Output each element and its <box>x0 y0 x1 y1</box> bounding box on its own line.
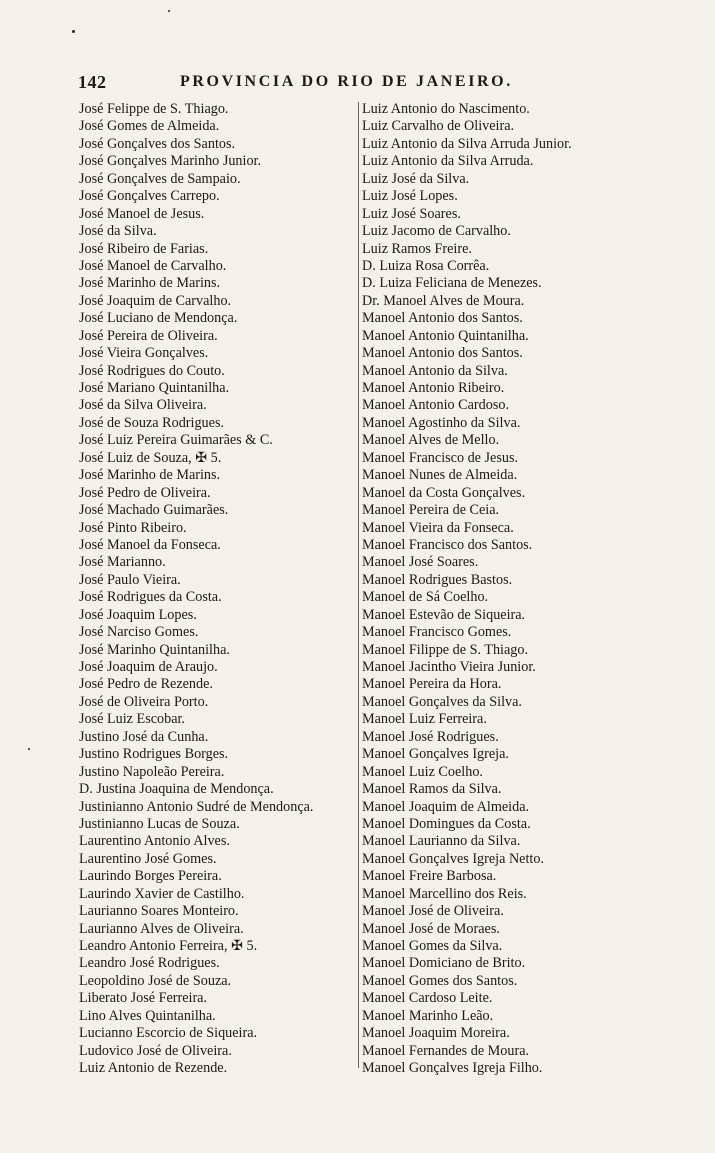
list-entry: José Gonçalves dos Santos. <box>79 135 236 152</box>
list-entry: José Ribeiro de Farias. <box>79 240 209 257</box>
list-entry: Manoel Antonio dos Santos. <box>362 310 523 327</box>
list-entry: José Pinto Ribeiro. <box>79 519 187 536</box>
list-entry: Manoel Joaquim de Almeida. <box>362 798 530 815</box>
list-entry: José Marinho de Marins. <box>79 275 221 292</box>
list-entry: Justinianno Lucas de Souza. <box>79 815 240 832</box>
list-entry: Luiz Antonio do Nascimento. <box>362 101 530 117</box>
list-entry: José Luiz Pereira Guimarães & C. <box>79 432 273 449</box>
list-entry: José Marianno. <box>79 554 166 571</box>
list-entry: Manoel da Costa Gonçalves. <box>362 484 526 501</box>
list-entry: José Pedro de Oliveira. <box>79 484 211 501</box>
ink-speck <box>28 748 30 750</box>
list-entry: Dr. Manoel Alves de Moura. <box>362 292 525 309</box>
list-entry: Luiz José Lopes. <box>362 188 458 205</box>
list-entry: Laurentino José Gomes. <box>79 850 217 867</box>
list-entry: José Joaquim de Carvalho. <box>79 292 232 309</box>
list-entry: Manoel Filippe de S. Thiago. <box>362 641 529 658</box>
list-entry: Manoel Marcellino dos Reis. <box>362 885 527 902</box>
list-entry: Manoel Antonio dos Santos. <box>362 345 523 362</box>
list-entry: José Gomes de Almeida. <box>79 118 220 135</box>
list-entry: Manoel Jacintho Vieira Junior. <box>362 659 536 675</box>
page-header <box>78 72 558 96</box>
list-entry: Manoel Gomes dos Santos. <box>362 972 518 989</box>
list-entry: José Paulo Vieira. <box>79 571 181 588</box>
list-entry: Manoel Gonçalves Igreja. <box>362 746 509 763</box>
list-entry: José Gonçalves Carrepo. <box>79 188 220 205</box>
list-entry: Leandro José Rodrigues. <box>79 955 220 972</box>
list-entry: Leandro Antonio Ferreira, ✠ 5. <box>79 938 258 954</box>
list-entry: Manoel Agostinho da Silva. <box>362 414 521 431</box>
list-entry: Manoel Rodrigues Bastos. <box>362 571 513 588</box>
column-divider <box>358 102 359 1068</box>
list-entry: Manoel Gonçalves Igreja Netto. <box>362 850 545 867</box>
list-entry: Manoel Vieira da Fonseca. <box>362 519 514 536</box>
list-entry: José Vieira Gonçalves. <box>79 345 209 362</box>
list-entry: Manoel de Sá Coelho. <box>362 589 489 606</box>
list-entry: Manoel Cardoso Leite. <box>362 990 493 1007</box>
list-entry: Manoel Fernandes de Moura. <box>362 1042 530 1059</box>
list-entry: José Machado Guimarães. <box>79 502 229 519</box>
list-entry: Manoel José de Moraes. <box>362 920 500 937</box>
name-list-right <box>362 101 662 1078</box>
list-entry: José da Silva Oliveira. <box>79 397 207 414</box>
list-entry: Luiz Carvalho de Oliveira. <box>362 118 515 135</box>
list-entry: Manoel Joaquim Moreira. <box>362 1025 510 1042</box>
list-entry: Manoel Estevão de Siqueira. <box>362 606 526 623</box>
list-entry: Luiz Ramos Freire. <box>362 240 472 257</box>
list-entry: José Luiz de Souza, ✠ 5. <box>79 449 222 466</box>
list-entry: Luiz Jacomo de Carvalho. <box>362 223 511 240</box>
list-entry: Manoel Antonio Ribeiro. <box>362 380 505 396</box>
list-entry: José Rodrigues da Costa. <box>79 589 222 606</box>
list-entry: Manoel Gomes da Silva. <box>362 938 503 954</box>
list-entry: Manoel Antonio Cardoso. <box>362 397 509 414</box>
list-entry: Justino Napoleão Pereira. <box>79 763 225 780</box>
list-entry: Luiz José da Silva. <box>362 170 470 187</box>
list-entry: José de Oliveira Porto. <box>79 693 209 710</box>
page-number: 142 <box>78 72 107 92</box>
list-entry: Luiz Antonio da Silva Arruda Junior. <box>362 135 572 152</box>
list-entry: Manoel Luiz Coelho. <box>362 763 483 780</box>
list-entry: José Manoel de Jesus. <box>79 205 205 222</box>
list-entry: Manoel Domiciano de Brito. <box>362 955 526 972</box>
ink-speck <box>72 30 75 33</box>
list-entry: José Joaquim de Araujo. <box>79 659 218 675</box>
list-entry: José Luiz Escobar. <box>79 711 185 728</box>
list-entry: José Felippe de S. Thiago. <box>79 101 229 117</box>
list-entry: Manoel Ramos da Silva. <box>362 781 502 798</box>
list-entry: Luiz Antonio da Silva Arruda. <box>362 153 534 170</box>
list-entry: Ludovico José de Oliveira. <box>79 1042 232 1059</box>
list-entry: Laurianno Soares Monteiro. <box>79 903 239 920</box>
list-entry: José Gonçalves de Sampaio. <box>79 170 241 187</box>
list-entry: José Marinho Quintanilha. <box>79 641 230 658</box>
list-entry: Laurindo Xavier de Castilho. <box>79 885 245 902</box>
list-entry: Laurianno Alves de Oliveira. <box>79 920 244 937</box>
list-entry: José Rodrigues do Couto. <box>79 362 225 379</box>
list-entry: Manoel Gonçalves Igreja Filho. <box>362 1060 543 1077</box>
list-entry: Manoel José Soares. <box>362 554 479 571</box>
list-entry: D. Luiza Rosa Corrêa. <box>362 257 490 274</box>
list-entry: Manoel Alves de Mello. <box>362 432 500 449</box>
list-entry: Manoel Francisco de Jesus. <box>362 449 519 466</box>
list-entry: Manoel José de Oliveira. <box>362 903 504 920</box>
list-entry: Laurindo Borges Pereira. <box>79 868 222 885</box>
list-entry: José Pereira de Oliveira. <box>79 327 218 344</box>
list-entry: Manoel Gonçalves da Silva. <box>362 693 522 710</box>
list-entry: Lino Alves Quintanilha. <box>79 1007 216 1024</box>
list-entry: Manoel Antonio Quintanilha. <box>362 327 529 344</box>
list-entry: Lucianno Escorcio de Siqueira. <box>79 1025 258 1042</box>
list-entry: Manoel Antonio da Silva. <box>362 362 508 379</box>
list-entry: Manoel Marinho Leão. <box>362 1007 494 1024</box>
list-entry: José Gonçalves Marinho Junior. <box>79 153 262 170</box>
list-entry: José Marinho de Marins. <box>79 467 221 484</box>
list-entry: Manoel Nunes de Almeida. <box>362 467 518 484</box>
list-entry: Manoel Francisco dos Santos. <box>362 536 533 553</box>
name-list-left <box>79 101 359 1078</box>
list-entry: Luiz José Soares. <box>362 205 461 222</box>
list-entry: José Joaquim Lopes. <box>79 606 197 623</box>
ink-speck <box>168 10 170 12</box>
list-entry: Justinianno Antonio Sudré de Mendonça. <box>79 798 314 815</box>
list-entry: Justino Rodrigues Borges. <box>79 746 229 763</box>
list-entry: Laurentino Antonio Alves. <box>79 833 230 850</box>
running-title: PROVINCIA DO RIO DE JANEIRO. <box>180 73 513 90</box>
list-entry: Luiz Antonio de Rezende. <box>79 1060 228 1077</box>
list-entry: D. Justina Joaquina de Mendonça. <box>79 781 274 798</box>
list-entry: Liberato José Ferreira. <box>79 990 208 1007</box>
list-entry: José Pedro de Rezende. <box>79 676 213 693</box>
list-entry: José Mariano Quintanilha. <box>79 380 230 396</box>
list-entry: Manoel Freire Barbosa. <box>362 868 497 885</box>
list-entry: D. Luiza Feliciana de Menezes. <box>362 275 542 292</box>
list-entry: José de Souza Rodrigues. <box>79 414 225 431</box>
list-entry: Leopoldino José de Souza. <box>79 972 232 989</box>
list-entry: Justino José da Cunha. <box>79 728 209 745</box>
list-entry: Manoel José Rodrigues. <box>362 728 499 745</box>
list-entry: Manoel Laurianno da Silva. <box>362 833 521 850</box>
list-entry: Manoel Luiz Ferreira. <box>362 711 487 728</box>
list-entry: Manoel Domingues da Costa. <box>362 815 531 832</box>
list-entry: José Manoel da Fonseca. <box>79 536 221 553</box>
list-entry: Manoel Pereira de Ceia. <box>362 502 500 519</box>
list-entry: José Narciso Gomes. <box>79 624 199 641</box>
list-entry: Manoel Pereira da Hora. <box>362 676 502 693</box>
list-entry: Manoel Francisco Gomes. <box>362 624 512 641</box>
list-entry: José Manoel de Carvalho. <box>79 257 227 274</box>
list-entry: José da Silva. <box>79 223 157 240</box>
list-entry: José Luciano de Mendonça. <box>79 310 238 327</box>
